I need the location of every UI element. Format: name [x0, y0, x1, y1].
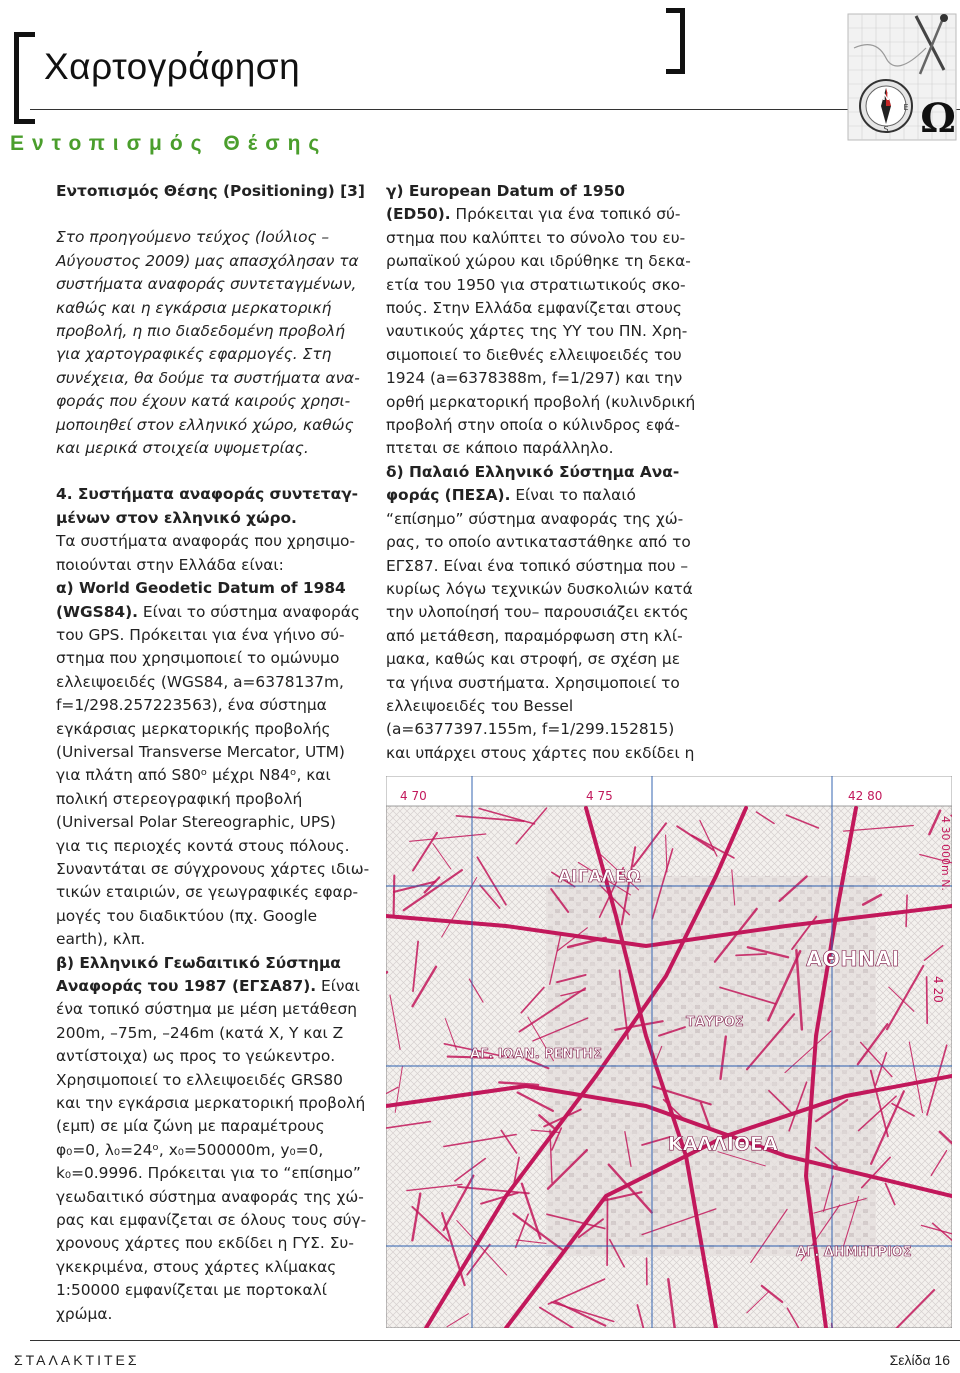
body-line: από μετάθεση, παραμόρφωση στη κλί- — [386, 626, 683, 645]
body-line: μακα, καθώς και στροφή, σε σχέση με — [386, 650, 681, 669]
body-line: (εμπ) σε μία ζώνη με παραμέτρους — [56, 1117, 325, 1136]
intro-line: συστήματα αναφοράς συντεταγμένων, — [56, 275, 357, 294]
place-athinai: ΑΘΗΝΑΙ — [806, 947, 900, 971]
body-line: “επίσημο” σύστημα αναφοράς της χώ- — [386, 509, 684, 528]
body-line: ρωπαϊκού χώρου και ιδρύθηκε τη δεκα- — [386, 252, 691, 271]
place-ag-ioan-rentis: ΑΓ. ΙΩΑΝ. ΡΕΝΤΗΣ — [470, 1047, 603, 1062]
pesa-heading-tail: φοράς (ΠΕΣΑ). — [386, 486, 511, 505]
place-aigaleo: ΑΙΓΑΛΕΩ — [558, 867, 641, 887]
title-rule — [30, 109, 960, 110]
body-line: 1:50000 εμφανίζεται με πορτοκαλί — [56, 1281, 327, 1300]
body-line: και υπάρχει στους χάρτες που εκδίδει η — [386, 743, 695, 762]
body-line: Τα συστήματα αναφοράς που χρησιμο- — [56, 532, 356, 551]
intro-line: συνέχεια, θα δούμε τα συστήματα ανα- — [56, 368, 360, 387]
ed50-heading-tail: (ED50). — [386, 205, 451, 224]
body-line: ναυτικούς χάρτες της ΥΥ του ΠΝ. Χρη- — [386, 322, 688, 341]
page-number: Σελίδα 16 — [889, 1352, 950, 1368]
grid-label-475: 4 75 — [586, 789, 613, 803]
body-line: 1924 (a=6378388m, f=1/297) και την — [386, 369, 683, 388]
left-column — [56, 180, 376, 1326]
page-title: Χαρτογράφηση — [44, 46, 301, 87]
magazine-name: ΣΤΑΛΑΚΤΙΤΕΣ — [14, 1352, 140, 1368]
intro-line: καθώς και η εγκάρσια μερκατορική — [56, 298, 332, 317]
body-line: σιμοποιεί το διεθνές ελλειψοειδές του — [386, 345, 682, 364]
body-line: του GPS. Πρόκειται για ένα γήινο σύ- — [56, 625, 345, 644]
wgs84-heading: α) World Geodetic Datum of 1984 — [56, 579, 346, 598]
body-line: Είναι — [316, 977, 360, 995]
body-line: ετία του 1950 για στρατιωτικούς σκο- — [386, 275, 686, 294]
body-line: την υλοποίησή του– παρουσιάζει εκτός — [386, 603, 689, 622]
body-line: γκεκριμένα, στους χάρτες κλίμακας — [56, 1257, 337, 1276]
body-line: Είναι το σύστημα αναφοράς — [138, 602, 360, 621]
body-line: πολική στερεογραφική προβολή — [56, 789, 303, 808]
body-line: ΕΓΣ87. Είναι ένα τοπικό σύστημα που – — [386, 556, 689, 575]
body-line: ορθή μερκατορική προβολή (κυλινδρική — [386, 392, 696, 411]
footer-rule — [30, 1340, 960, 1341]
grid-label-420: 4 20 — [931, 976, 945, 1003]
omega-glyph: Ω — [920, 95, 956, 142]
grid-label-4280: 42 80 — [848, 789, 883, 803]
body-line: πούς. Στην Ελλάδα εμφανίζεται στους — [386, 299, 682, 318]
body-line: ελλειψοειδές (WGS84, a=6378137m, — [56, 672, 344, 691]
body-line: μογές του διαδικτύου (πχ. Google — [56, 906, 318, 925]
body-line: κυρίως λόγω τεχνικών δυσκολιών κατά — [386, 579, 693, 598]
intro-line: για χαρτογραφικές εφαρμογές. Στη — [56, 345, 332, 364]
egsa87-heading-tail: Αναφοράς του 1987 (ΕΓΣΑ87). — [56, 977, 317, 995]
title-bracket-right — [666, 8, 685, 74]
body-line: γεωδαιτικό σύστημα αναφοράς της χώ- — [56, 1187, 364, 1206]
body-line: χρονους χάρτες που εκδίδει η ΓΥΣ. Συ- — [56, 1234, 354, 1253]
body-line: εγκάρσιας μερκατορικής προβολής — [56, 719, 331, 738]
body-line: ελλειψοειδές του Bessel — [386, 696, 574, 715]
right-column — [386, 180, 722, 765]
wgs84-heading-tail: (WGS84). — [56, 602, 139, 621]
body-line: (Universal Polar Stereographic, UPS) — [56, 813, 336, 832]
intro-line: και μερικά στοιχεία υψομετρίας. — [56, 439, 309, 458]
body-line: (a=6377397.155m, f=1/299.152815) — [386, 720, 675, 739]
body-line: τικών εταιριών, σε γεωγραφικές εφαρ- — [56, 883, 359, 902]
intro-line: μοποιηθεί στον ελληνικό χώρο, καθώς — [56, 415, 354, 434]
compass-letter-n: N — [882, 93, 890, 103]
body-line: στημα που χρησιμοποιεί το ομώνυμο — [56, 649, 340, 668]
place-kallithea: ΚΑΛΛΙΘΕΑ — [668, 1133, 778, 1155]
cartography-logo — [846, 8, 958, 148]
pesa-heading: δ) Παλαιό Ελληνικό Σύστημα Ανα- — [386, 462, 680, 481]
title-bracket-left — [14, 32, 35, 124]
body-line: ένα τοπικό σύστημα με μέση μετάθεση — [56, 1000, 358, 1019]
body-line: k₀=0.9996. Πρόκειται για το “επίσημο” — [56, 1164, 361, 1183]
egsa87-heading: β) Ελληνικό Γεωδαιτικό Σύστημα — [56, 953, 341, 972]
place-tavros: ΤΑΥΡΟΣ — [686, 1015, 744, 1030]
body-line: Πρόκειται για ένα τοπικό σύ- — [450, 205, 681, 224]
body-line: φ₀=0, λ₀=24ᵒ, x₀=500000m, y₀=0, — [56, 1140, 324, 1159]
body-line: Είναι το παλαιό — [510, 486, 636, 505]
body-line: ρας και εμφανίζεται σε όλους τους σύγ- — [56, 1211, 367, 1230]
athens-topographic-map — [386, 776, 952, 1328]
compass-letter-e: E — [903, 103, 909, 112]
subheading-line: μένων στον ελληνικό χώρο. — [56, 508, 297, 527]
subheading-line: 4. Συστήματα αναφοράς συντεταγ- — [56, 485, 359, 504]
body-line: ποιούνται στην Ελλάδα είναι: — [56, 555, 284, 574]
intro-line: Στο προηγούμενο τεύχος (Ιούλιος – — [56, 228, 330, 247]
body-line: 200m, –75m, –246m (κατά X, Y και Z — [56, 1023, 344, 1042]
compass-letter-s: S — [883, 125, 889, 134]
body-line: για πλάτη από S80ᵒ μέχρι N84ᵒ, και — [56, 766, 331, 785]
body-line: (Universal Transverse Mercator, UTM) — [56, 742, 345, 761]
body-line: και την εγκάρσια μερκατορική προβολή — [56, 1094, 366, 1113]
body-line: f=1/298.257223563), ένα σύστημα — [56, 696, 327, 715]
body-line: τα γήινα συστήματα. Χρησιμοποιεί το — [386, 673, 680, 692]
body-line: Συναντάται σε σύγχρονους χάρτες ιδιω- — [56, 859, 370, 878]
body-line: για τις περιοχές κοντά στους πόλους. — [56, 836, 350, 855]
body-line: χρώμα. — [56, 1304, 113, 1323]
body-line: αντίστοιχα) ως προς το γεώκεντρο. — [56, 1047, 336, 1066]
body-line: στημα που καλύπτει το σύνολο του ευ- — [386, 228, 686, 247]
grid-label-northing: 4 30 000m N. — [939, 816, 952, 891]
grid-label-470: 4 70 — [400, 789, 427, 803]
ed50-heading: γ) European Datum of 1950 — [386, 182, 625, 200]
body-line: earth), κλπ. — [56, 930, 146, 949]
article-heading: Εντοπισμός Θέσης (Positioning) [3] — [56, 182, 365, 200]
section-heading: Εντοπισμός Θέσης — [10, 132, 328, 155]
intro-line: φοράς που έχουν κατά καιρούς χρησι- — [56, 392, 351, 411]
place-ag-dimitrios: ΑΓ. ΔΗΜΗΤΡΙΟΣ — [796, 1245, 912, 1260]
body-line: ρας, το οποίο αντικαταστάθηκε από το — [386, 533, 691, 552]
body-line: πτεται σε κάποιο παράλληλο. — [386, 439, 614, 458]
intro-line: προβολή, η πιο διαδεδομένη προβολή — [56, 322, 346, 341]
body-line: Χρησιμοποιεί το ελλειψοειδές GRS80 — [56, 1070, 343, 1089]
body-line: προβολή στην οποία ο κύλινδρος εφά- — [386, 416, 680, 435]
intro-line: Αύγουστος 2009) μας απασχόλησαν τα — [56, 251, 359, 270]
